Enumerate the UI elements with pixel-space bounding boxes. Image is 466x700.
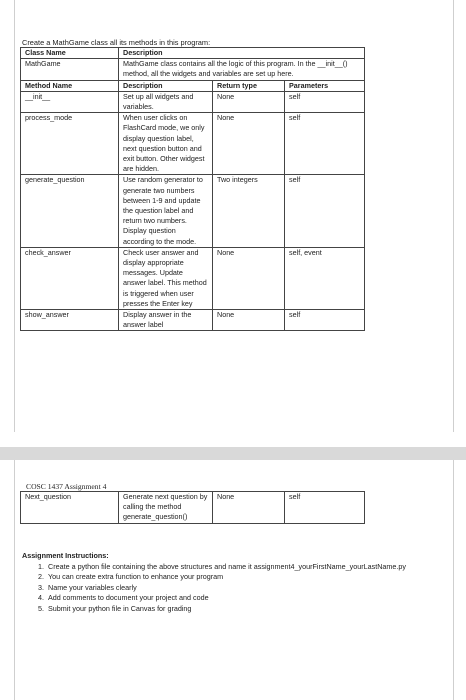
continued-method-table [20, 491, 365, 524]
table-row [21, 492, 365, 524]
parameters-cell: self [285, 310, 365, 331]
class-description-cell: MathGame class contains all the logic of this program. In the __init__() method, all the widgets and variables are set up here. [119, 59, 365, 80]
return-type-header: Return type [213, 80, 285, 91]
parameters-cell: self, event [285, 247, 365, 309]
method-description-cell: When user clicks on FlashCard mode, we only display question label, next question button and exit button. Other widgest are hidden. [119, 113, 213, 175]
table-row [21, 113, 365, 175]
parameters-cell: self [285, 113, 365, 175]
parameters-cell: self [285, 492, 365, 524]
parameters-cell: self [285, 91, 365, 112]
return-type-cell: None [213, 91, 285, 112]
table-row [21, 310, 365, 331]
page-gap [0, 447, 466, 460]
list-item: 5. Submit your python file in Canvas for grading [46, 604, 406, 615]
list-item: 2. You can create extra function to enhance your program [46, 572, 406, 583]
return-type-cell: None [213, 247, 285, 309]
return-type-cell: None [213, 310, 285, 331]
method-name-cell: Next_question [21, 492, 119, 524]
method-description-cell: Generate next question by calling the method generate_question() [119, 492, 213, 524]
method-header-row [21, 80, 365, 91]
page2-header-label: COSC 1437 Assignment 4 [26, 482, 107, 491]
class-table [20, 47, 365, 331]
description-header: Description [119, 48, 365, 59]
method-name-cell: process_mode [21, 113, 119, 175]
method-description-cell: Set up all widgets and variables. [119, 91, 213, 112]
list-item: 4. Add comments to document your project and code [46, 593, 406, 604]
method-description-cell: Display answer in the answer label [119, 310, 213, 331]
method-name-cell: __init__ [21, 91, 119, 112]
class-row [21, 59, 365, 80]
table-caption: Create a MathGame class all its methods in this program: [22, 38, 211, 47]
method-description-cell: Check user answer and display appropriate messages. Update answer label. This method is triggered when user presses the Enter key [119, 247, 213, 309]
method-name-cell: show_answer [21, 310, 119, 331]
class-name-header: Class Name [21, 48, 119, 59]
instructions-list [22, 562, 406, 615]
table-row [21, 175, 365, 247]
method-name-cell: generate_question [21, 175, 119, 247]
method-name-header: Method Name [21, 80, 119, 91]
method-description-header: Description [119, 80, 213, 91]
return-type-cell: None [213, 492, 285, 524]
method-name-cell: check_answer [21, 247, 119, 309]
class-name-cell: MathGame [21, 59, 119, 80]
list-item: 3. Name your variables clearly [46, 583, 406, 594]
instructions-title: Assignment Instructions: [22, 551, 109, 560]
method-description-cell: Use random generator to generate two numbers between 1-9 and update the question label and return two numbers. Display question according to the mode. [119, 175, 213, 247]
assignment-instructions [22, 551, 406, 614]
list-item: 1. Create a python file containing the above structures and name it assignment4_yourFirstName_yourLastName.py [46, 562, 406, 573]
parameters-cell: self [285, 175, 365, 247]
table-header-row [21, 48, 365, 59]
parameters-header: Parameters [285, 80, 365, 91]
return-type-cell: Two integers [213, 175, 285, 247]
table-row [21, 247, 365, 309]
table-row [21, 91, 365, 112]
return-type-cell: None [213, 113, 285, 175]
